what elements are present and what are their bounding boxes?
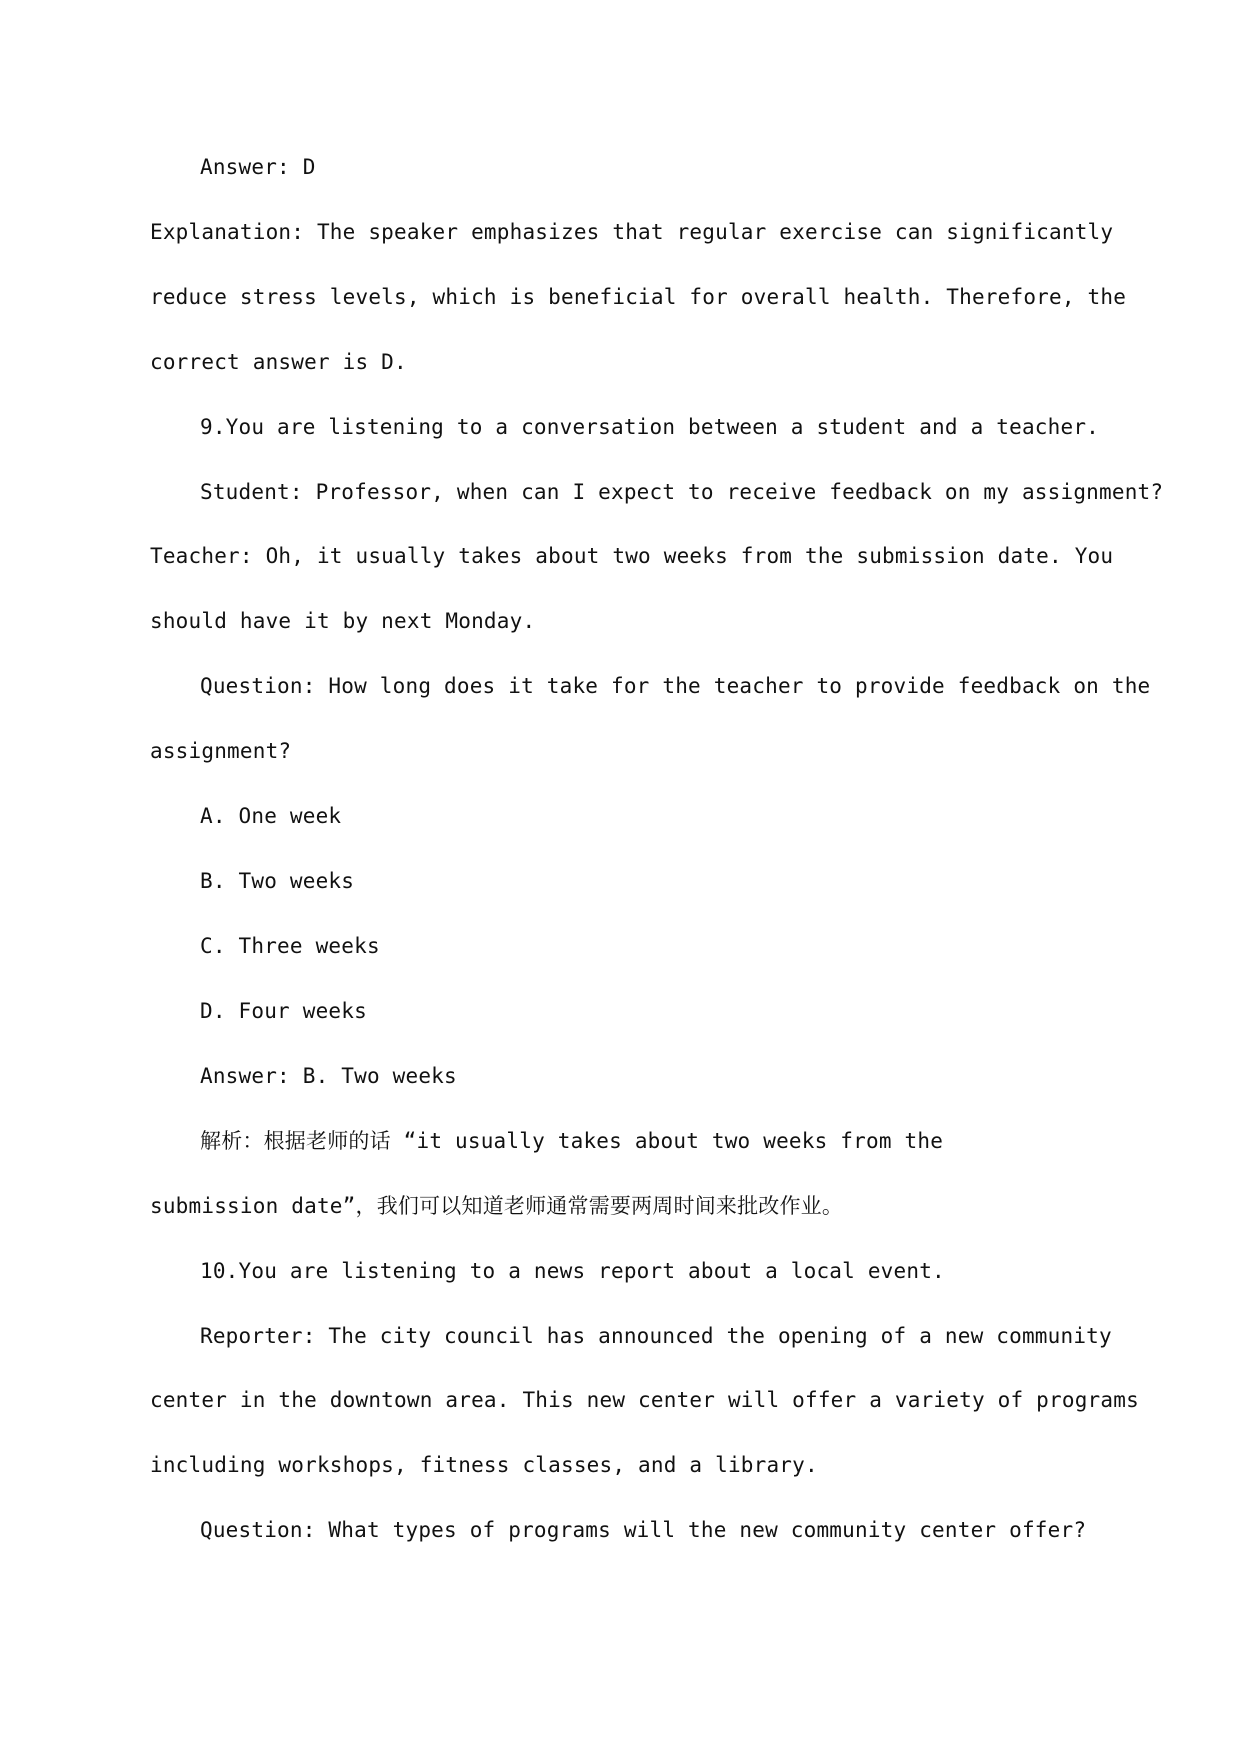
reporter-line-2: center in the downtown area. This new center will offer a variety of programs — [150, 1388, 1139, 1412]
dialogue-teacher-1: Teacher: Oh, it usually takes about two weeks from the submission date. You — [150, 544, 1114, 568]
dialogue-teacher-2: should have it by next Monday. — [150, 609, 536, 633]
option-a: A. One week — [200, 804, 342, 828]
explanation-line-2: reduce stress levels, which is beneficial for overall health. Therefore, the — [150, 285, 1127, 309]
analysis-line-2: submission date”，我们可以知道老师通常需要两周时间来批改作业。 — [150, 1194, 844, 1218]
option-d: D. Four weeks — [200, 999, 367, 1023]
question-10-heading: 10.You are listening to a news report about a local event. — [200, 1259, 945, 1283]
reporter-line-3: including workshops, fitness classes, and a library. — [150, 1453, 818, 1477]
answer-line-8: Answer: D — [200, 155, 316, 179]
answer-line-9: Answer: B. Two weeks — [200, 1064, 457, 1088]
explanation-line-1: Explanation: The speaker emphasizes that regular exercise can significantly — [150, 220, 1114, 244]
explanation-line-3: correct answer is D. — [150, 350, 407, 374]
analysis-line-1: 解析：根据老师的话 “it usually takes about two weeks from the — [200, 1129, 944, 1153]
question-9-text-1: Question: How long does it take for the teacher to provide feedback on the — [200, 674, 1151, 698]
option-b: B. Two weeks — [200, 869, 355, 893]
option-c: C. Three weeks — [200, 934, 380, 958]
question-9-text-2: assignment? — [150, 739, 292, 763]
reporter-line-1: Reporter: The city council has announced the opening of a new community — [200, 1324, 1112, 1348]
question-10-text: Question: What types of programs will the new community center offer? — [200, 1518, 1087, 1542]
question-9-heading: 9.You are listening to a conversation between a student and a teacher. — [200, 415, 1100, 439]
dialogue-student: Student: Professor, when can I expect to receive feedback on my assignment? — [200, 480, 1164, 504]
